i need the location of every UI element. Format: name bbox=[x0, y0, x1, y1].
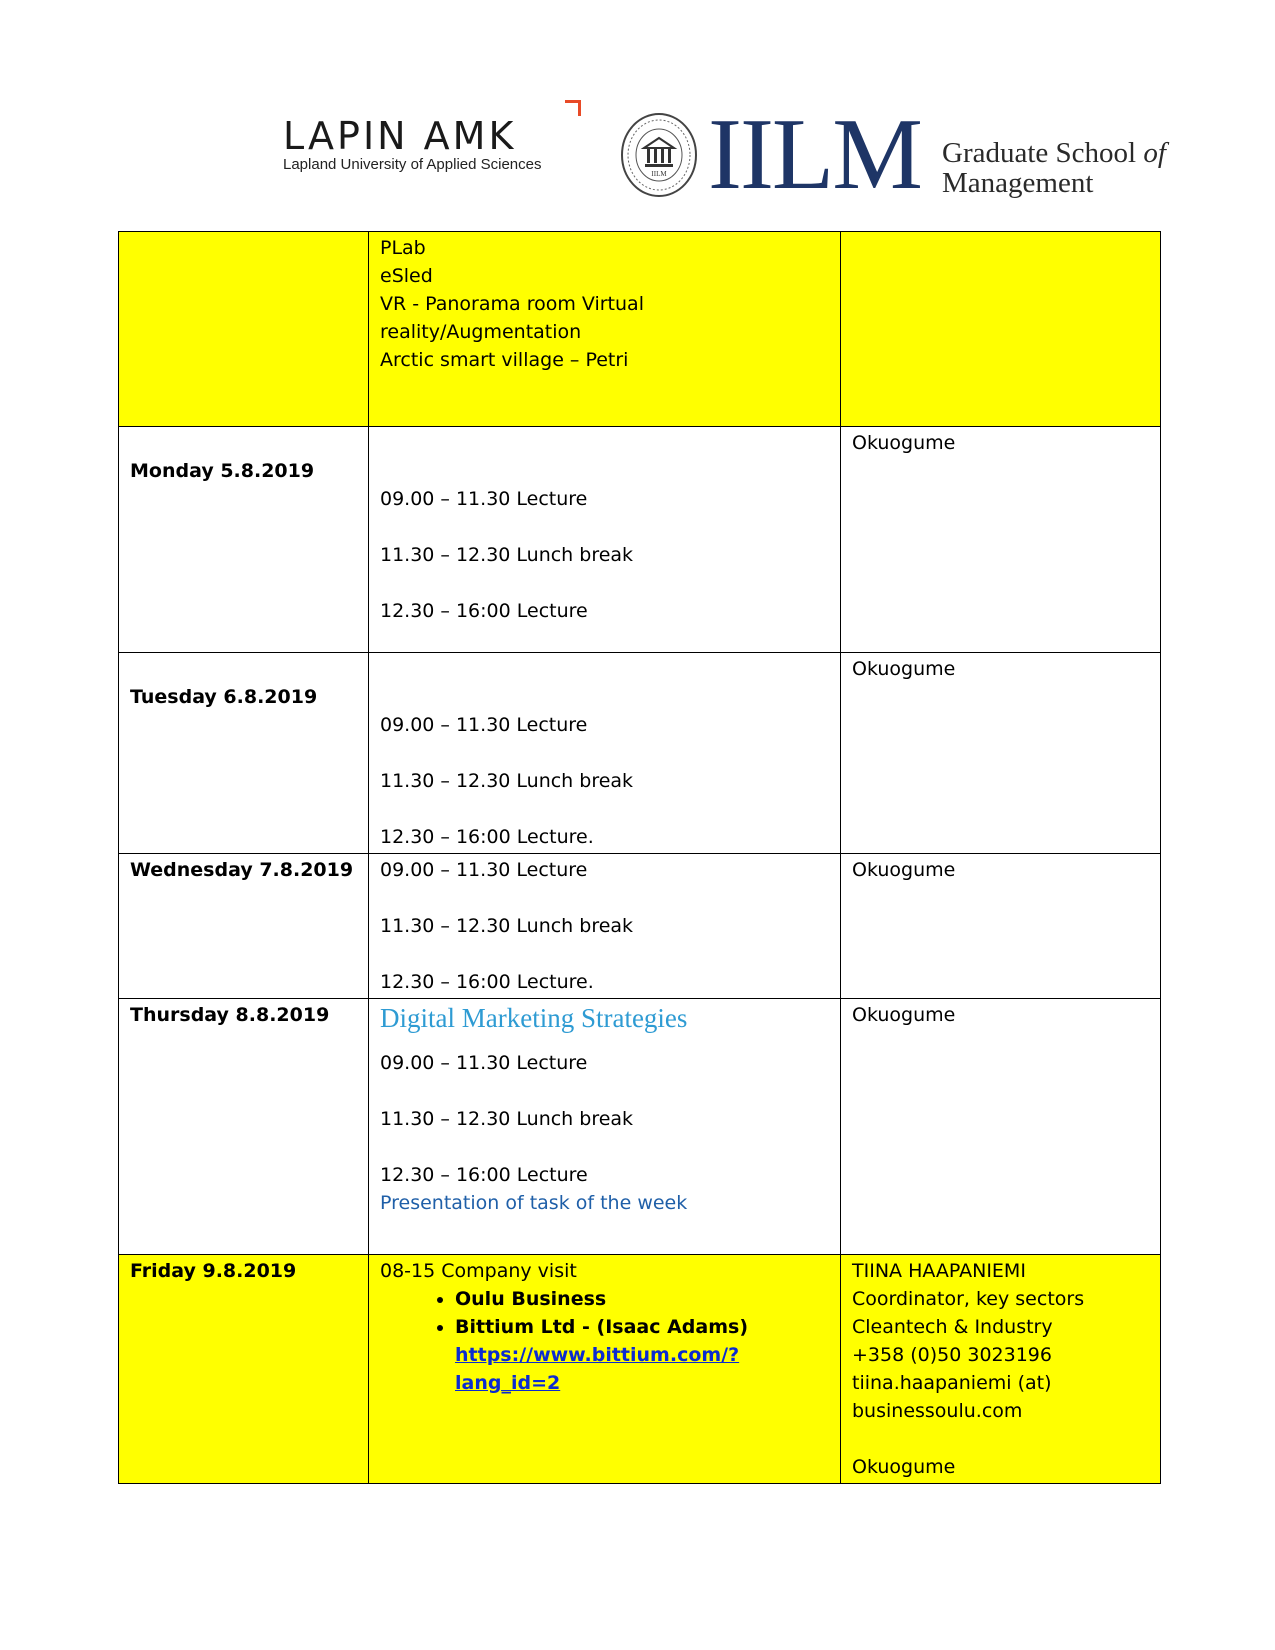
day-cell: Friday 9.8.2019 bbox=[119, 1255, 369, 1484]
day-label: Monday 5.8.2019 bbox=[130, 460, 315, 482]
time-slot: 09.00 – 11.30 Lecture bbox=[380, 859, 588, 881]
table-row bbox=[119, 999, 1161, 1255]
schedule-cell bbox=[369, 653, 841, 854]
time-slot: 09.00 – 11.30 Lecture bbox=[380, 1052, 588, 1074]
contact-line: +358 (0)50 3023196 bbox=[852, 1344, 1052, 1366]
iilm-tagline-management: Management bbox=[942, 167, 1094, 199]
time-slot: 12.30 – 16:00 Lecture. bbox=[380, 826, 594, 848]
day-label: Tuesday 6.8.2019 bbox=[130, 686, 318, 708]
activity-item: eSled bbox=[380, 265, 433, 287]
contact-cell: Okuogume bbox=[841, 854, 1161, 999]
time-slot: 12.30 – 16:00 Lecture bbox=[380, 1164, 588, 1186]
list-item bbox=[455, 1313, 829, 1397]
activity-item: PLab bbox=[380, 237, 426, 259]
time-slot: 11.30 – 12.30 Lunch break bbox=[380, 770, 634, 792]
iilm-seal-icon bbox=[620, 112, 698, 198]
time-slot: 11.30 – 12.30 Lunch break bbox=[380, 915, 634, 937]
contact-cell: Okuogume bbox=[841, 653, 1161, 854]
visit-company: Bittium Ltd - (Isaac Adams) bbox=[455, 1316, 749, 1338]
table-row bbox=[119, 653, 1161, 854]
contact-line: Cleantech & Industry bbox=[852, 1316, 1053, 1338]
day-cell: Thursday 8.8.2019 bbox=[119, 999, 369, 1255]
table-row bbox=[119, 854, 1161, 999]
activity-item: VR - Panorama room Virtual bbox=[380, 293, 644, 315]
contact-line: TIINA HAAPANIEMI bbox=[852, 1260, 1026, 1282]
lapin-amk-logo bbox=[283, 108, 583, 178]
contact-cell bbox=[841, 232, 1161, 427]
contact-cell: Okuogume bbox=[841, 999, 1161, 1255]
contact-line: tiina.haapaniemi (at) bbox=[852, 1372, 1052, 1394]
table-row bbox=[119, 232, 1161, 427]
table-row bbox=[119, 427, 1161, 653]
table-row bbox=[119, 1255, 1161, 1484]
list-item: • Oulu Business bbox=[455, 1285, 829, 1313]
svg-text:IILM: IILM bbox=[651, 170, 667, 178]
course-title: Digital Marketing Strategies bbox=[380, 1003, 688, 1033]
schedule-table bbox=[118, 231, 1161, 1484]
time-slot: 12.30 – 16:00 Lecture bbox=[380, 600, 588, 622]
time-slot: 11.30 – 12.30 Lunch break bbox=[380, 544, 634, 566]
day-cell bbox=[119, 653, 369, 854]
time-slot: 09.00 – 11.30 Lecture bbox=[380, 714, 588, 736]
day-cell bbox=[119, 232, 369, 427]
lapin-corner-mark-icon bbox=[565, 100, 581, 116]
iilm-tagline bbox=[942, 138, 1166, 198]
schedule-cell bbox=[369, 1255, 841, 1484]
visit-heading: 08-15 Company visit bbox=[380, 1260, 577, 1282]
visit-list bbox=[380, 1285, 829, 1397]
schedule-cell bbox=[369, 427, 841, 653]
contact-cell bbox=[841, 1255, 1161, 1484]
schedule-cell bbox=[369, 999, 841, 1255]
activity-item: reality/Augmentation bbox=[380, 321, 582, 343]
iilm-tagline-school: Graduate School bbox=[942, 137, 1137, 169]
contact-line: businessoulu.com bbox=[852, 1400, 1023, 1422]
day-cell bbox=[119, 427, 369, 653]
time-slot: 09.00 – 11.30 Lecture bbox=[380, 488, 588, 510]
lapin-amk-subtitle: Lapland University of Applied Sciences bbox=[283, 156, 542, 173]
activity-cell bbox=[369, 232, 841, 427]
contact-name: Okuogume bbox=[852, 1456, 956, 1478]
iilm-wordmark: IILM bbox=[708, 98, 921, 211]
contact-line: Coordinator, key sectors bbox=[852, 1288, 1085, 1310]
time-slot: 11.30 – 12.30 Lunch break bbox=[380, 1108, 634, 1130]
lapin-amk-wordmark: LAPIN AMK bbox=[283, 114, 517, 158]
task-note: Presentation of task of the week bbox=[380, 1192, 688, 1214]
time-slot: 12.30 – 16:00 Lecture. bbox=[380, 971, 594, 993]
contact-cell: Okuogume bbox=[841, 427, 1161, 653]
day-cell: Wednesday 7.8.2019 bbox=[119, 854, 369, 999]
bittium-link[interactable]: https://www.bittium.com/?lang_id=2 bbox=[455, 1344, 740, 1394]
activity-item: Arctic smart village – Petri bbox=[380, 349, 629, 371]
iilm-tagline-of: of bbox=[1143, 137, 1166, 169]
schedule-cell bbox=[369, 854, 841, 999]
